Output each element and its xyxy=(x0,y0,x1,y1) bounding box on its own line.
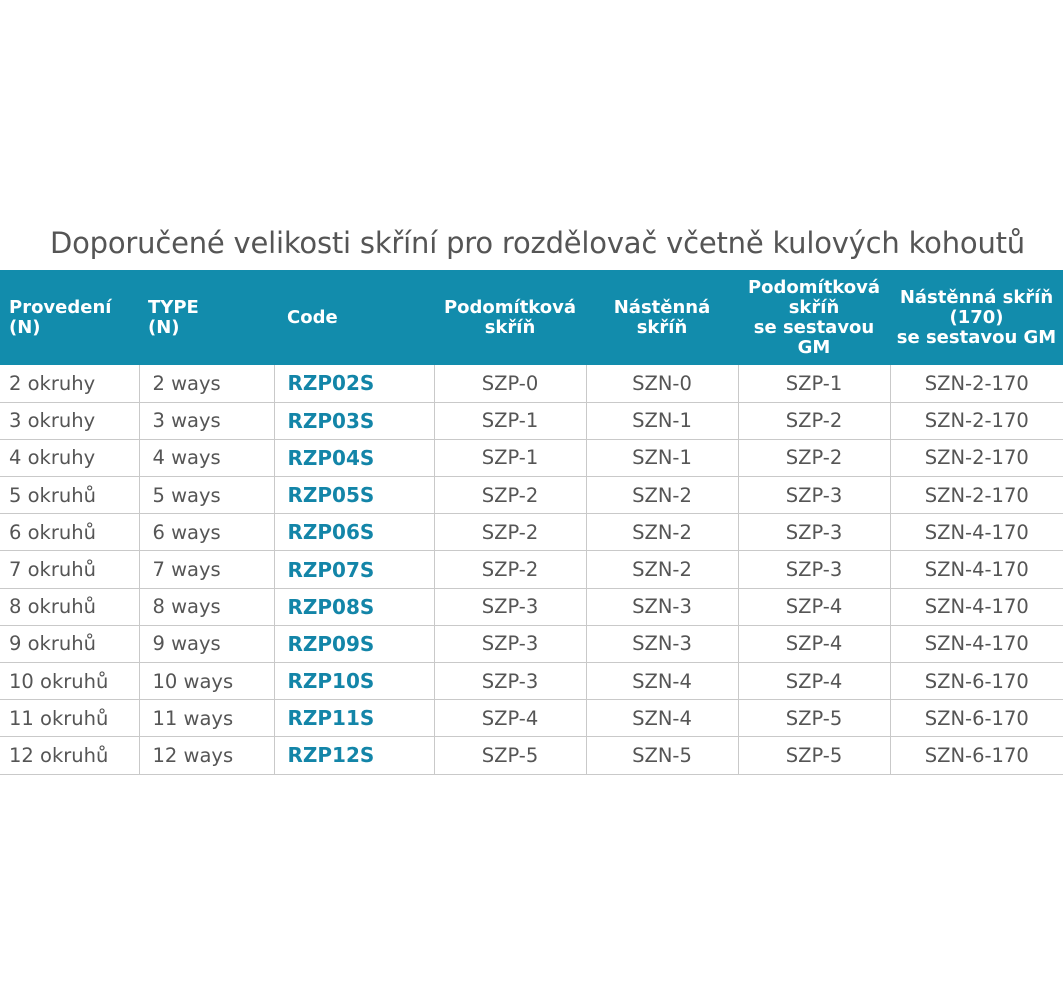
cell-podomitkova-skrin: SZP-2 xyxy=(434,514,586,551)
cell-code: RZP10S xyxy=(274,663,434,700)
header-text: TYPE xyxy=(148,296,199,318)
cell-nastenna-skrin-170-gm: SZN-4-170 xyxy=(890,514,1063,551)
table-row xyxy=(0,625,1063,662)
cell-type: 3 ways xyxy=(139,402,274,439)
cell-nastenna-skrin-170-gm: SZN-6-170 xyxy=(890,700,1063,737)
cell-nastenna-skrin: SZN-3 xyxy=(586,625,738,662)
cell-provedeni: 12 okruhů xyxy=(0,737,139,774)
header-text: Nástěnná xyxy=(613,296,711,318)
table-row xyxy=(0,514,1063,551)
header-podomitkova-skrin xyxy=(434,270,586,365)
table-row xyxy=(0,477,1063,514)
table-header-row xyxy=(0,270,1063,365)
header-text: skříň xyxy=(788,296,840,318)
cell-provedeni: 11 okruhů xyxy=(0,700,139,737)
cell-code: RZP02S xyxy=(274,365,434,402)
cell-provedeni: 6 okruhů xyxy=(0,514,139,551)
cell-nastenna-skrin: SZN-2 xyxy=(586,514,738,551)
header-text: (170) xyxy=(949,306,1004,328)
cell-podomitkova-skrin-gm: SZP-1 xyxy=(738,365,890,402)
table-row xyxy=(0,588,1063,625)
cell-code: RZP12S xyxy=(274,737,434,774)
cell-nastenna-skrin: SZN-5 xyxy=(586,737,738,774)
cell-podomitkova-skrin-gm: SZP-4 xyxy=(738,588,890,625)
cell-nastenna-skrin: SZN-2 xyxy=(586,477,738,514)
page-title: Doporučené velikosti skříní pro rozdělovač včetně kulových kohoutů xyxy=(50,226,1025,260)
header-text: GM xyxy=(797,336,831,358)
cell-nastenna-skrin: SZN-3 xyxy=(586,588,738,625)
cell-podomitkova-skrin-gm: SZP-5 xyxy=(738,700,890,737)
header-nastenna-skrin xyxy=(586,270,738,365)
cell-nastenna-skrin: SZN-1 xyxy=(586,402,738,439)
cell-type: 6 ways xyxy=(139,514,274,551)
table-row xyxy=(0,402,1063,439)
cabinet-size-table xyxy=(0,270,1063,775)
cell-podomitkova-skrin: SZP-3 xyxy=(434,663,586,700)
cell-podomitkova-skrin-gm: SZP-2 xyxy=(738,439,890,476)
cell-type: 5 ways xyxy=(139,477,274,514)
cell-podomitkova-skrin-gm: SZP-4 xyxy=(738,663,890,700)
header-type xyxy=(139,270,274,365)
cell-provedeni: 10 okruhů xyxy=(0,663,139,700)
cell-podomitkova-skrin: SZP-3 xyxy=(434,625,586,662)
header-text: (N) xyxy=(148,316,180,338)
header-text: skříň xyxy=(636,316,688,338)
cell-nastenna-skrin: SZN-0 xyxy=(586,365,738,402)
cell-nastenna-skrin: SZN-4 xyxy=(586,663,738,700)
cell-podomitkova-skrin: SZP-5 xyxy=(434,737,586,774)
cell-provedeni: 3 okruhy xyxy=(0,402,139,439)
cell-type: 8 ways xyxy=(139,588,274,625)
cell-nastenna-skrin: SZN-2 xyxy=(586,551,738,588)
cell-podomitkova-skrin-gm: SZP-3 xyxy=(738,477,890,514)
cell-code: RZP07S xyxy=(274,551,434,588)
cell-podomitkova-skrin: SZP-1 xyxy=(434,439,586,476)
header-text: Code xyxy=(287,306,338,328)
cell-type: 10 ways xyxy=(139,663,274,700)
cell-podomitkova-skrin-gm: SZP-3 xyxy=(738,514,890,551)
cell-code: RZP11S xyxy=(274,700,434,737)
cell-type: 7 ways xyxy=(139,551,274,588)
cell-podomitkova-skrin-gm: SZP-4 xyxy=(738,625,890,662)
cell-nastenna-skrin: SZN-4 xyxy=(586,700,738,737)
header-podomitkova-skrin-gm xyxy=(738,270,890,365)
cell-code: RZP03S xyxy=(274,402,434,439)
table-row xyxy=(0,737,1063,774)
cell-code: RZP05S xyxy=(274,477,434,514)
cell-nastenna-skrin-170-gm: SZN-6-170 xyxy=(890,663,1063,700)
cell-nastenna-skrin-170-gm: SZN-6-170 xyxy=(890,737,1063,774)
cell-provedeni: 4 okruhy xyxy=(0,439,139,476)
cell-provedeni: 5 okruhů xyxy=(0,477,139,514)
table-row xyxy=(0,439,1063,476)
cell-podomitkova-skrin-gm: SZP-5 xyxy=(738,737,890,774)
header-text: (N) xyxy=(9,316,41,338)
cell-code: RZP09S xyxy=(274,625,434,662)
cell-provedeni: 8 okruhů xyxy=(0,588,139,625)
cell-provedeni: 2 okruhy xyxy=(0,365,139,402)
cell-podomitkova-skrin: SZP-4 xyxy=(434,700,586,737)
header-text: Podomítková xyxy=(747,276,881,298)
cell-code: RZP04S xyxy=(274,439,434,476)
header-text: Nástěnná skříň xyxy=(899,286,1054,308)
cell-type: 4 ways xyxy=(139,439,274,476)
header-text: Podomítková xyxy=(443,296,577,318)
cell-podomitkova-skrin-gm: SZP-3 xyxy=(738,551,890,588)
cell-code: RZP06S xyxy=(274,514,434,551)
table-row xyxy=(0,551,1063,588)
table-row xyxy=(0,700,1063,737)
cell-podomitkova-skrin: SZP-2 xyxy=(434,551,586,588)
cell-type: 12 ways xyxy=(139,737,274,774)
header-code xyxy=(274,270,434,365)
header-text: skříň xyxy=(484,316,536,338)
cell-nastenna-skrin-170-gm: SZN-4-170 xyxy=(890,551,1063,588)
header-provedeni xyxy=(0,270,139,365)
cell-type: 11 ways xyxy=(139,700,274,737)
header-text: se sestavou xyxy=(753,316,875,338)
cell-provedeni: 7 okruhů xyxy=(0,551,139,588)
cell-nastenna-skrin-170-gm: SZN-2-170 xyxy=(890,439,1063,476)
cell-type: 2 ways xyxy=(139,365,274,402)
cell-podomitkova-skrin: SZP-1 xyxy=(434,402,586,439)
cell-nastenna-skrin-170-gm: SZN-2-170 xyxy=(890,477,1063,514)
table-row xyxy=(0,365,1063,402)
cell-nastenna-skrin-170-gm: SZN-4-170 xyxy=(890,588,1063,625)
cell-nastenna-skrin-170-gm: SZN-2-170 xyxy=(890,365,1063,402)
cell-provedeni: 9 okruhů xyxy=(0,625,139,662)
header-text: Provedení xyxy=(9,296,112,318)
cell-nastenna-skrin-170-gm: SZN-2-170 xyxy=(890,402,1063,439)
cell-nastenna-skrin-170-gm: SZN-4-170 xyxy=(890,625,1063,662)
header-text: se sestavou GM xyxy=(896,326,1057,348)
cell-podomitkova-skrin-gm: SZP-2 xyxy=(738,402,890,439)
table-body xyxy=(0,365,1063,774)
cell-nastenna-skrin: SZN-1 xyxy=(586,439,738,476)
table-row xyxy=(0,663,1063,700)
header-nastenna-skrin-170-gm xyxy=(890,270,1063,365)
cell-podomitkova-skrin: SZP-2 xyxy=(434,477,586,514)
cell-code: RZP08S xyxy=(274,588,434,625)
cell-type: 9 ways xyxy=(139,625,274,662)
cell-podomitkova-skrin: SZP-0 xyxy=(434,365,586,402)
cell-podomitkova-skrin: SZP-3 xyxy=(434,588,586,625)
